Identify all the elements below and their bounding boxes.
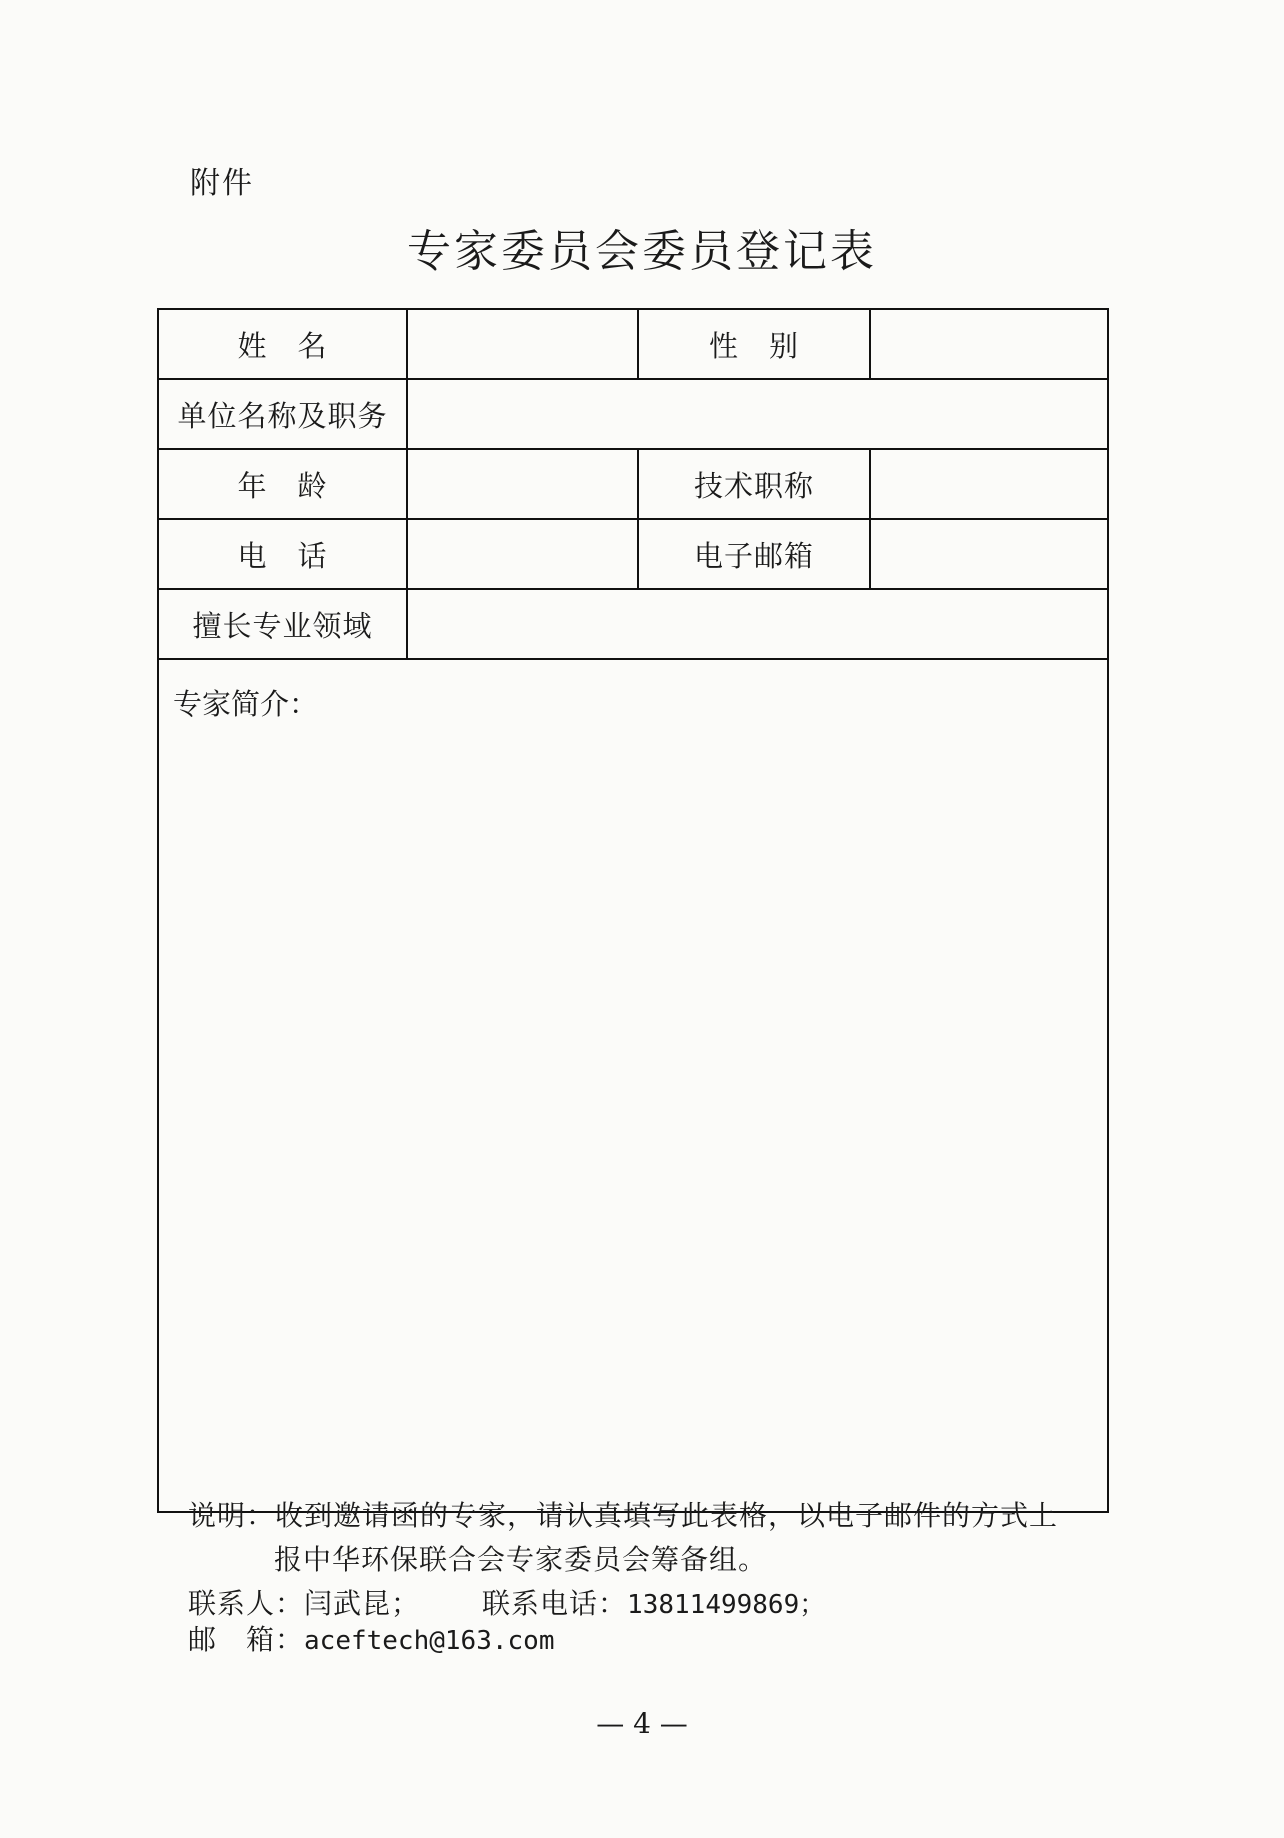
age-field[interactable] — [407, 449, 638, 519]
bio-field[interactable] — [158, 659, 1108, 1512]
form-row-specialty — [158, 589, 1108, 659]
age-label: 年 龄 — [158, 449, 407, 519]
note-line-2: 报中华环保联合会专家委员会筹备组。 — [274, 1543, 768, 1576]
registration-form-table — [157, 308, 1109, 1513]
gender-field[interactable] — [870, 309, 1108, 379]
tech-title-field[interactable] — [870, 449, 1108, 519]
unit-field[interactable] — [407, 379, 1108, 449]
instructions-note — [188, 1494, 1058, 1582]
unit-label: 单位名称及职务 — [158, 379, 407, 449]
gender-label: 性 别 — [638, 309, 870, 379]
attachment-label: 附件 — [190, 166, 254, 201]
email-line — [188, 1618, 554, 1658]
contact-email[interactable]: aceftech@163.com — [304, 1626, 555, 1656]
name-field[interactable] — [407, 309, 638, 379]
contact-person-label: 联系人： — [188, 1587, 305, 1620]
specialty-field[interactable] — [407, 589, 1108, 659]
form-row-name-gender — [158, 309, 1108, 379]
form-row-phone-email — [158, 519, 1108, 589]
contact-phone-label: 联系电话： — [482, 1587, 628, 1620]
specialty-label: 擅长专业领域 — [158, 589, 407, 659]
tech-title-label: 技术职称 — [638, 449, 870, 519]
note-line-1: 说明：收到邀请函的专家，请认真填写此表格，以电子邮件的方式上 — [188, 1499, 1059, 1532]
email-label: 电子邮箱 — [638, 519, 870, 589]
contact-email-label: 邮 箱： — [188, 1623, 305, 1656]
email-field[interactable] — [870, 519, 1108, 589]
contact-phone: 13811499869； — [627, 1590, 826, 1620]
form-row-age-title — [158, 449, 1108, 519]
bio-label: 专家简介： — [173, 687, 319, 721]
form-row-unit — [158, 379, 1108, 449]
name-label: 姓 名 — [158, 309, 407, 379]
phone-label: 电 话 — [158, 519, 407, 589]
page-number: — 4 — — [596, 1707, 688, 1740]
page-title: 专家委员会委员登记表 — [407, 226, 877, 277]
contact-line — [188, 1582, 825, 1622]
form-row-bio — [158, 659, 1108, 1512]
phone-field[interactable] — [407, 519, 638, 589]
contact-person: 闫武昆； — [304, 1587, 421, 1620]
